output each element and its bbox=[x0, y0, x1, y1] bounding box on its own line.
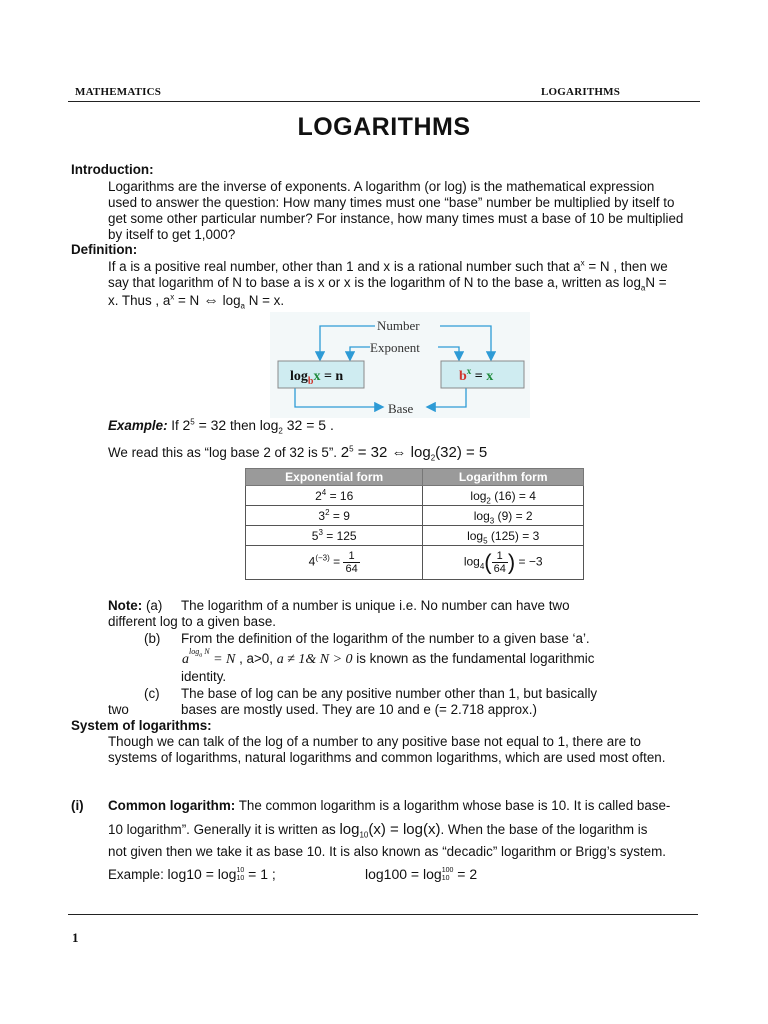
definition-text: N = x. bbox=[244, 293, 285, 308]
read-text: We read this as “log base 2 of 32 is 5”. bbox=[108, 445, 338, 460]
note-c-cont: bases are mostly used. They are 10 and e (= 2.718 approx.) bbox=[181, 702, 537, 717]
table-row bbox=[246, 506, 584, 526]
example-line bbox=[108, 417, 334, 434]
intro-line-1: Logarithms are the inverse of exponents. A logarithm (or log) is the mathematical expression bbox=[108, 179, 655, 194]
running-header-left: MATHEMATICS bbox=[75, 86, 162, 98]
formula-end: is known as the fundamental logarithmic bbox=[352, 651, 595, 666]
definition-line-3 bbox=[108, 293, 284, 309]
note-b-text: From the definition of the logarithm of the number to a given base ‘a’. bbox=[181, 631, 590, 646]
common-math: (x) = log(x) bbox=[368, 821, 441, 838]
intro-heading: Introduction: bbox=[71, 162, 154, 177]
read-line bbox=[108, 445, 487, 461]
example-rest: 32 = 5 . bbox=[282, 417, 334, 433]
exp-form-text: $b^x = x$ bbox=[459, 366, 494, 384]
common-text: The common logarithm is a logarithm whose base is 10. It is called base- bbox=[235, 798, 671, 813]
common-math-log: log bbox=[339, 821, 360, 838]
formula-mid: , a>0, bbox=[235, 651, 277, 666]
common-math-sub: 10 bbox=[359, 830, 369, 840]
logarithm-diagram bbox=[270, 312, 530, 418]
read-math: = 32 ⇔ log bbox=[353, 444, 431, 461]
read-math-exp: 5 bbox=[349, 444, 354, 454]
note-c-text: The base of log can be any positive number other than 1, but basically bbox=[181, 686, 598, 701]
base-sub: a bbox=[640, 283, 646, 293]
note-c-two: two bbox=[108, 702, 129, 717]
exp-cell: $2^4 = 16$ bbox=[246, 486, 423, 506]
definition-text: N = bbox=[645, 275, 667, 290]
note-label: Note: bbox=[108, 598, 143, 613]
common-text: . When the base of the logarithm is bbox=[440, 822, 648, 837]
read-math-sub: 2 bbox=[430, 453, 436, 463]
common-line-1 bbox=[108, 798, 670, 814]
note-a-cont: different log to a given base. bbox=[108, 614, 276, 629]
table-row bbox=[246, 526, 584, 546]
example-1: log10 = log bbox=[167, 866, 237, 882]
definition-text: = N , then we bbox=[584, 259, 668, 274]
exponent-label: Exponent bbox=[370, 340, 420, 355]
fraction: $\frac{1}{64}$ bbox=[493, 550, 506, 575]
example-label: Example: bbox=[108, 867, 168, 882]
intro-line-3: get some other particular number? For instance, how many times must a base of 10 be multiplied bbox=[108, 211, 684, 226]
definition-heading: Definition: bbox=[71, 242, 138, 257]
exp-cell: $5^3 = 125$ bbox=[246, 526, 423, 546]
example-eq: = 32 bbox=[194, 417, 227, 433]
systems-line-1: Though we can talk of the log of a number to any positive base not equal to 1, there are to bbox=[108, 734, 641, 749]
definition-text: If a is a positive real number, other than 1 and x is a rational number such that a bbox=[108, 259, 581, 274]
page-number: 1 bbox=[72, 930, 79, 945]
log-cell: $\log_5 (125) = 3$ bbox=[423, 526, 584, 546]
exp-cell: $3^2 = 9$ bbox=[246, 506, 423, 526]
read-math-base: 2 bbox=[340, 444, 350, 461]
example-text: then bbox=[226, 418, 260, 433]
log-form-text: $\log_bx = n$ bbox=[290, 369, 344, 387]
formula-eq: = N bbox=[209, 652, 236, 667]
note-a bbox=[108, 598, 162, 614]
base-label: Base bbox=[388, 401, 414, 416]
example-log: log bbox=[259, 417, 279, 433]
example-label: Example: bbox=[108, 418, 168, 433]
header-rule bbox=[68, 101, 700, 102]
log-cell: $\log_2 (16) = 4$ bbox=[423, 486, 584, 506]
table-header: Logarithm form bbox=[423, 469, 584, 486]
exponent-sup: x bbox=[170, 292, 175, 302]
common-example-line: Example: log10 = log 10 10 = 1 ; bbox=[108, 866, 276, 883]
common-line-2 bbox=[108, 822, 647, 838]
iff-arrow: ⇔ bbox=[202, 292, 219, 309]
systems-heading: System of logarithms: bbox=[71, 718, 212, 733]
definition-text: x. Thus , a bbox=[108, 293, 171, 308]
table-row bbox=[246, 486, 584, 506]
example-text: If bbox=[167, 418, 183, 433]
table-header: Exponential form bbox=[246, 469, 423, 486]
number-label: Number bbox=[377, 318, 420, 333]
log-forms-table bbox=[245, 468, 584, 580]
example-log-sub: 2 bbox=[278, 426, 283, 436]
intro-line-2: used to answer the question: How many times must one “base” number be multiplied by itself to bbox=[108, 195, 675, 210]
note-tag: (a) bbox=[142, 598, 163, 613]
formula-condition: a ≠ 1& N > 0 bbox=[276, 652, 353, 667]
common-line-3: not given then we take it as base 10. It is also known as “decadic” logarithm or Brigg’s system. bbox=[108, 844, 666, 859]
table-row bbox=[246, 546, 584, 580]
page-title: LOGARITHMS bbox=[297, 113, 471, 141]
note-b-cont: identity. bbox=[181, 669, 227, 684]
fraction: $\frac{1}{64}$ bbox=[345, 550, 358, 575]
note-c-tag: (c) bbox=[144, 686, 160, 701]
definition-line-2 bbox=[108, 275, 667, 291]
base-sub: a bbox=[240, 301, 245, 311]
example-2-end: = 2 bbox=[453, 866, 478, 882]
note-a-text: The logarithm of a number is unique i.e. No number can have two bbox=[181, 598, 570, 613]
common-tag: (i) bbox=[71, 798, 84, 813]
running-header-right: LOGARITHMS bbox=[541, 86, 621, 98]
example-2: log100 = log bbox=[365, 866, 442, 882]
intro-line-4: by itself to get 1,000? bbox=[108, 227, 236, 242]
systems-line-2: systems of logarithms, natural logarithms and common logarithms, which are used most often. bbox=[108, 750, 666, 765]
exp-cell: $4^{(-3)}$ = $\frac{1}{64}$ bbox=[246, 546, 423, 580]
definition-text: = N bbox=[174, 293, 203, 308]
log-cell: $\log_4$( $\frac{1}{64}$ ) = −3 bbox=[423, 546, 584, 580]
formula-a: a bbox=[182, 652, 189, 667]
exponent-sup: x bbox=[580, 258, 585, 268]
table-header-row bbox=[246, 469, 584, 486]
common-example-2: log100 = log 100 10 = 2 bbox=[365, 866, 478, 883]
definition-text: say that logarithm of N to base a is x or x is the logarithm of N to the base a, written as log bbox=[108, 275, 641, 290]
log-cell: $\log_3 (9) = 2$ bbox=[423, 506, 584, 526]
example-exp: 5 bbox=[190, 417, 195, 427]
note-b-formula-line: $a^{log_a N} = N$ , a>0, a ≠ 1& N > 0 is known as the fundamental logarithmic bbox=[182, 647, 595, 667]
common-heading: Common logarithm: bbox=[108, 798, 236, 813]
definition-line-1 bbox=[108, 259, 668, 275]
example-1-end: = 1 ; bbox=[244, 866, 276, 882]
definition-text: log bbox=[218, 293, 241, 308]
read-math: (32) = 5 bbox=[435, 444, 488, 461]
note-b-tag: (b) bbox=[144, 631, 161, 646]
common-text: 10 logarithm”. Generally it is written as bbox=[108, 822, 340, 837]
example-base: 2 bbox=[182, 417, 191, 433]
footer-rule bbox=[68, 914, 698, 915]
